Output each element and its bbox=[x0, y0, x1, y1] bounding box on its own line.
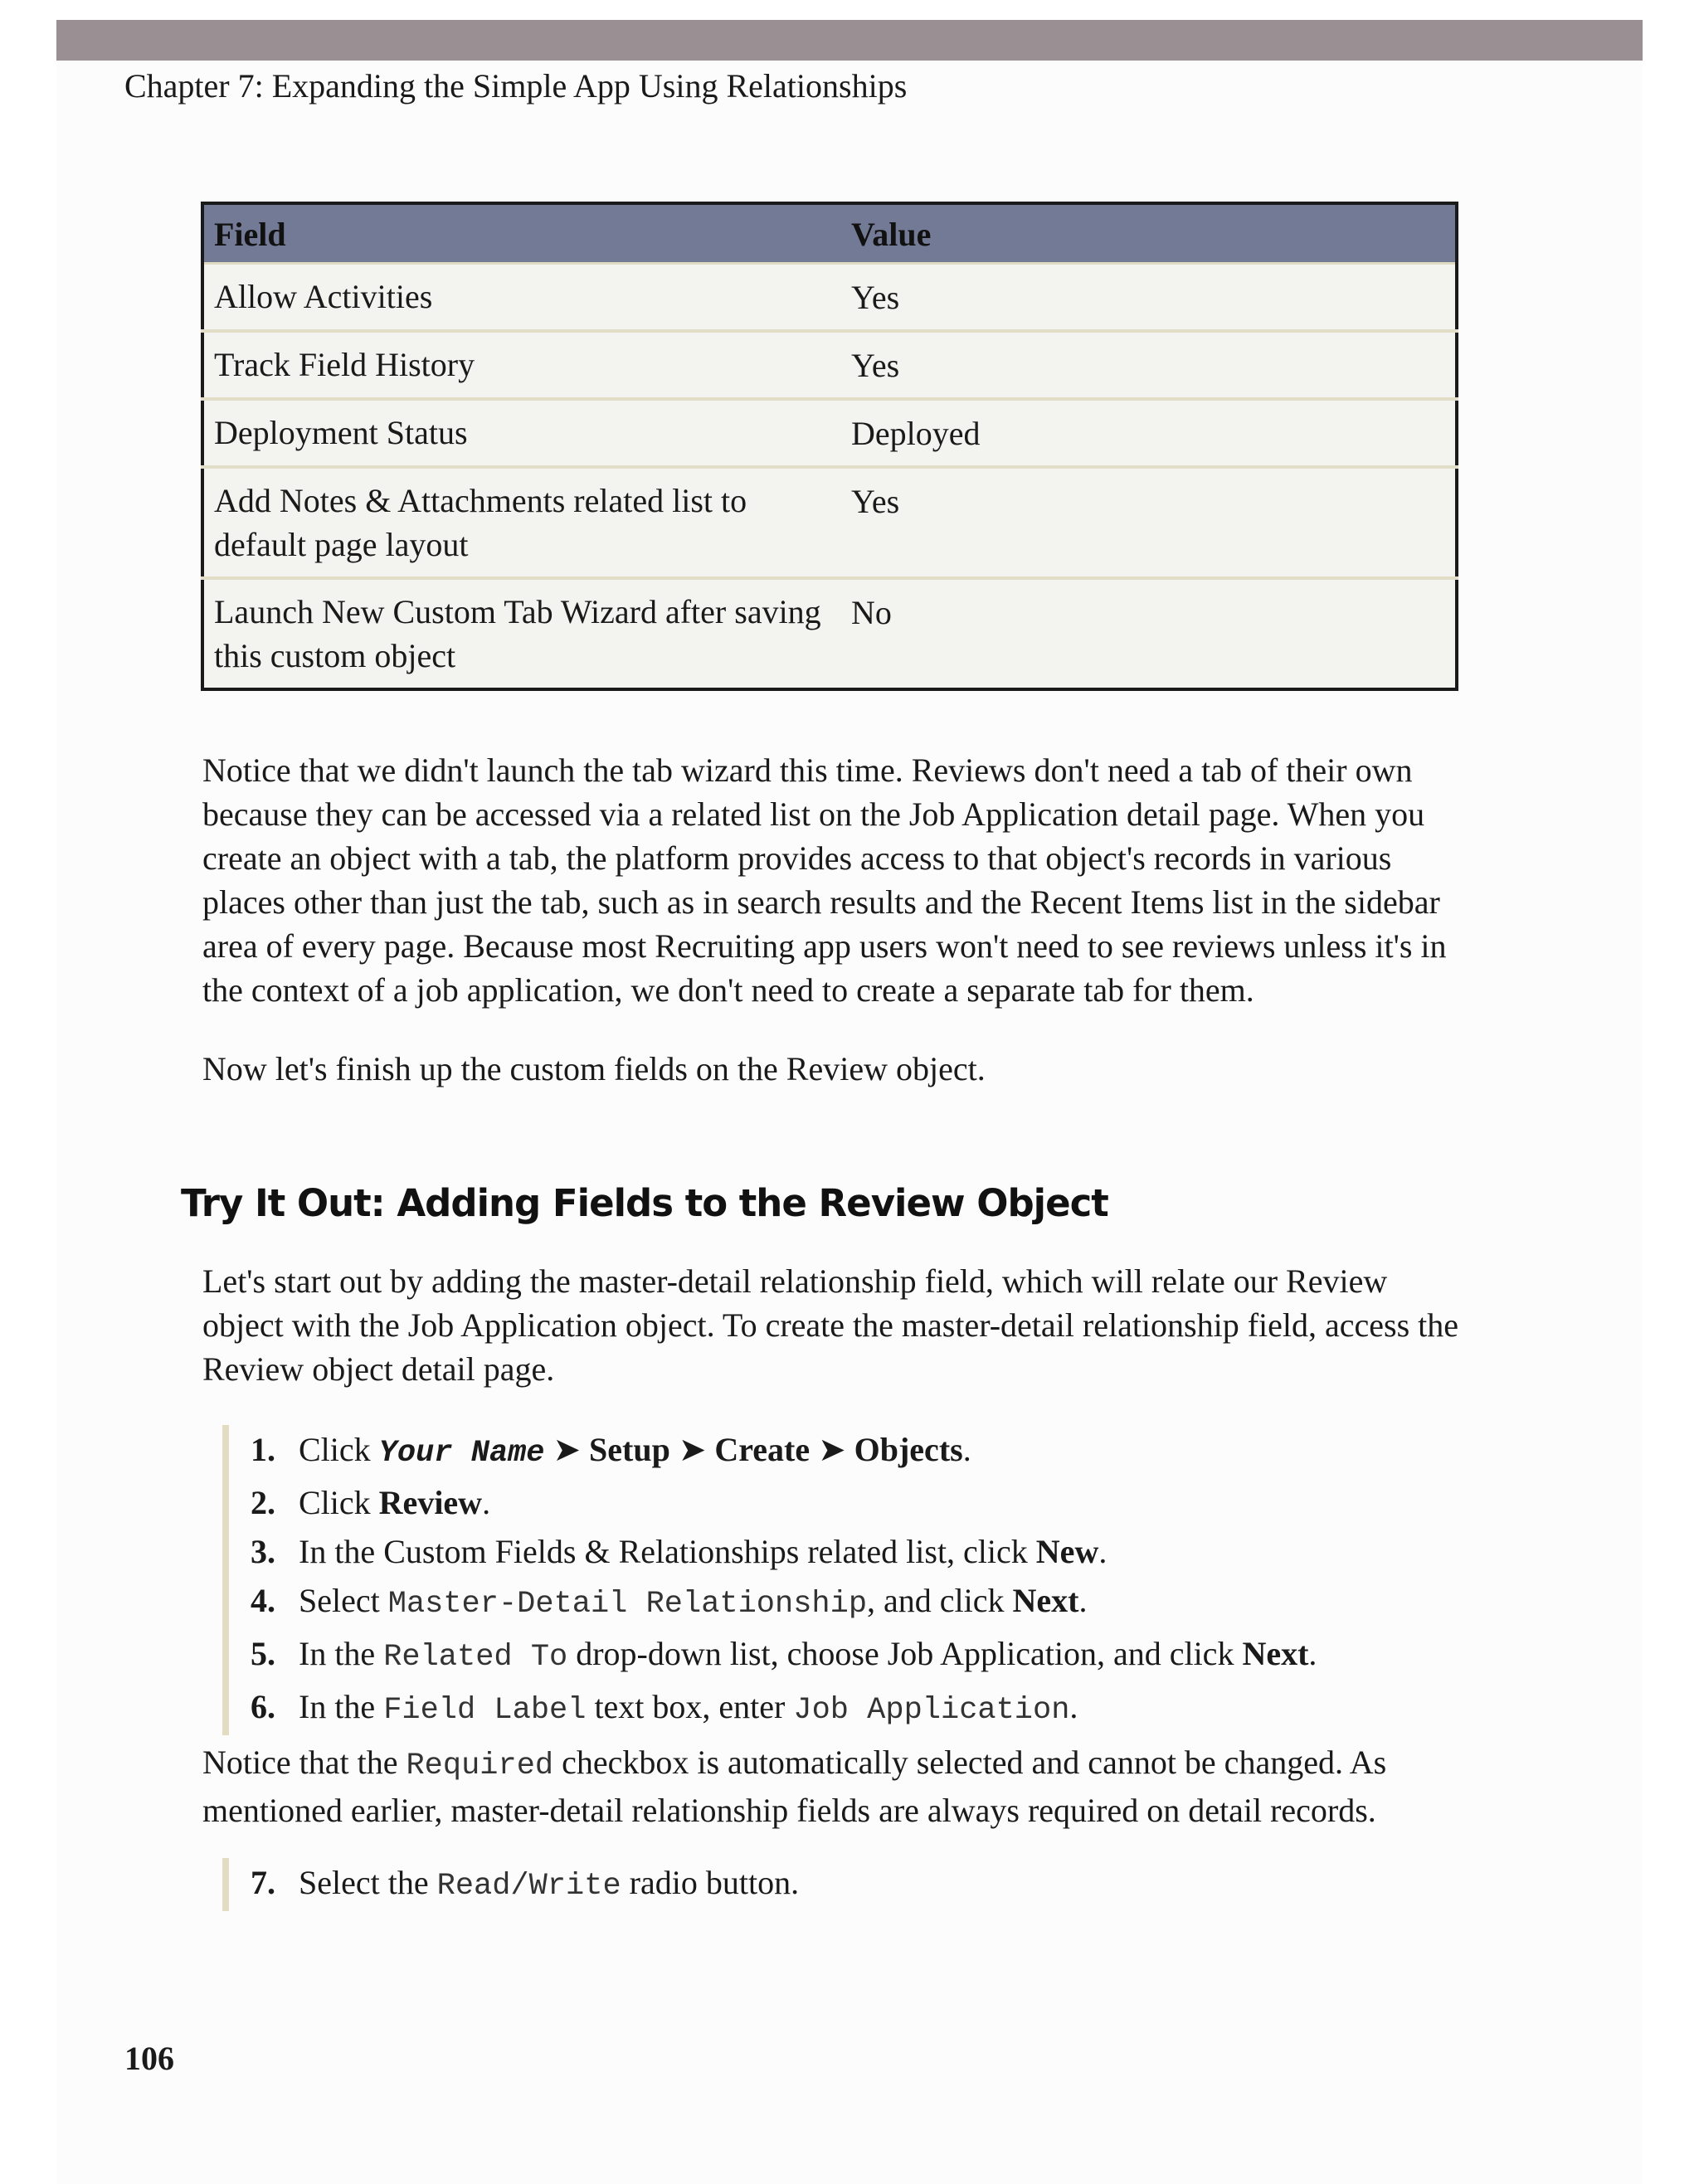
step-text: Select bbox=[299, 1582, 380, 1619]
step-number: 7. bbox=[251, 1864, 275, 1901]
running-head: Chapter 7: Expanding the Simple App Using Relationships bbox=[124, 67, 908, 105]
table-cell-value: Deployed bbox=[841, 399, 1457, 467]
ui-label-next: Next bbox=[1012, 1582, 1079, 1619]
list-item bbox=[251, 1478, 1317, 1527]
list-item bbox=[251, 1858, 799, 1911]
step-number: 1. bbox=[251, 1431, 275, 1468]
page-number: 106 bbox=[124, 2040, 174, 2077]
step-text: radio button. bbox=[629, 1864, 800, 1901]
punctuation: . bbox=[1308, 1635, 1317, 1672]
paragraph-text: Notice that the bbox=[202, 1744, 398, 1781]
table-cell-field: Track Field History bbox=[202, 331, 841, 399]
code-text: Field Label bbox=[383, 1693, 587, 1728]
ui-label-next: Next bbox=[1242, 1635, 1309, 1672]
table-row bbox=[202, 264, 1457, 332]
table-cell-value: Yes bbox=[841, 264, 1457, 332]
table-row bbox=[202, 578, 1457, 689]
step-number: 2. bbox=[251, 1484, 275, 1521]
body-paragraph bbox=[202, 1740, 1463, 1832]
menu-setup: Setup bbox=[589, 1431, 670, 1468]
list-item bbox=[251, 1527, 1317, 1576]
step-text: Click bbox=[299, 1431, 371, 1468]
table-row bbox=[202, 399, 1457, 467]
body-paragraph: Notice that we didn't launch the tab wizard this time. Reviews don't need a tab of their own because they can be accessed via a related list on the Job Application detail page. When you create an object with a tab, the platform provides access to that object's records in various places other than just the tab, such as in search results and the Recent Items list in the sidebar area of every page. Because most Recruiting app users won't need to see reviews unless it's in the context of a job application, we don't need to create a separate tab for them. bbox=[202, 752, 1447, 1009]
step-number: 6. bbox=[251, 1688, 275, 1725]
step-text: Select the bbox=[299, 1864, 429, 1901]
punctuation: . bbox=[962, 1431, 971, 1468]
menu-objects: Objects bbox=[854, 1431, 963, 1468]
table-row bbox=[202, 331, 1457, 399]
step-text: Click bbox=[299, 1484, 371, 1521]
list-item bbox=[251, 1425, 1317, 1478]
column-header-value: Value bbox=[841, 203, 1457, 264]
table-cell-value: Yes bbox=[841, 331, 1457, 399]
list-item bbox=[251, 1629, 1317, 1682]
arrow-icon: ➤ bbox=[818, 1431, 846, 1468]
step-number: 3. bbox=[251, 1533, 275, 1570]
table-row bbox=[202, 467, 1457, 578]
table-header-row bbox=[202, 203, 1457, 264]
punctuation: . bbox=[1069, 1688, 1078, 1725]
table-cell-field: Launch New Custom Tab Wizard after saving this custom object bbox=[214, 593, 821, 674]
code-text: Related To bbox=[383, 1640, 568, 1675]
table-cell-field: Allow Activities bbox=[202, 264, 841, 332]
user-variable: Your Name bbox=[378, 1436, 545, 1471]
code-text: Read/Write bbox=[436, 1869, 621, 1904]
procedure-steps bbox=[222, 1858, 799, 1911]
ui-label-new: New bbox=[1035, 1533, 1099, 1570]
table-cell-field: Add Notes & Attachments related list to default page layout bbox=[202, 467, 841, 578]
menu-create: Create bbox=[714, 1431, 811, 1468]
field-value-table bbox=[201, 202, 1458, 691]
code-text: Job Application bbox=[793, 1693, 1070, 1728]
step-text: In the bbox=[299, 1635, 376, 1672]
step-number: 4. bbox=[251, 1582, 275, 1619]
body-paragraph: Now let's finish up the custom fields on the Review object. bbox=[202, 1050, 986, 1087]
step-text: text box, enter bbox=[594, 1688, 786, 1725]
table-cell-field: Deployment Status bbox=[202, 399, 841, 467]
punctuation: . bbox=[482, 1484, 491, 1521]
arrow-icon: ➤ bbox=[678, 1431, 707, 1468]
step-number: 5. bbox=[251, 1635, 275, 1672]
body-paragraph: Let's start out by adding the master-detail relationship field, which will relate our Review object with the Job Application object. To create the master-detail relationship field, access the Review object detail page. bbox=[202, 1262, 1459, 1388]
column-header-field: Field bbox=[202, 203, 841, 264]
code-text: Master-Detail Relationship bbox=[387, 1587, 868, 1622]
list-item bbox=[251, 1682, 1317, 1735]
table-cell-value: No bbox=[851, 594, 892, 631]
punctuation: . bbox=[1098, 1533, 1108, 1570]
section-heading: Try It Out: Adding Fields to the Review Object bbox=[181, 1181, 1108, 1225]
header-bar bbox=[56, 20, 1643, 61]
step-text: drop-down list, choose Job Application, and click bbox=[576, 1635, 1234, 1672]
ui-label-review: Review bbox=[378, 1484, 483, 1521]
punctuation: . bbox=[1078, 1582, 1088, 1619]
step-text: In the Custom Fields & Relationships related list, click bbox=[299, 1533, 1028, 1570]
step-text: , and click bbox=[867, 1582, 1005, 1619]
list-item bbox=[251, 1576, 1317, 1629]
table-cell-value: Yes bbox=[841, 467, 1457, 578]
paragraph-text: checkbox is automatically selected and cannot be changed. As mentioned earlier, master-detail relationship fields are always required on detail records. bbox=[202, 1744, 1387, 1829]
code-text: Required bbox=[406, 1749, 554, 1783]
step-text: In the bbox=[299, 1688, 376, 1725]
procedure-steps bbox=[222, 1425, 1317, 1735]
arrow-icon: ➤ bbox=[553, 1431, 582, 1468]
